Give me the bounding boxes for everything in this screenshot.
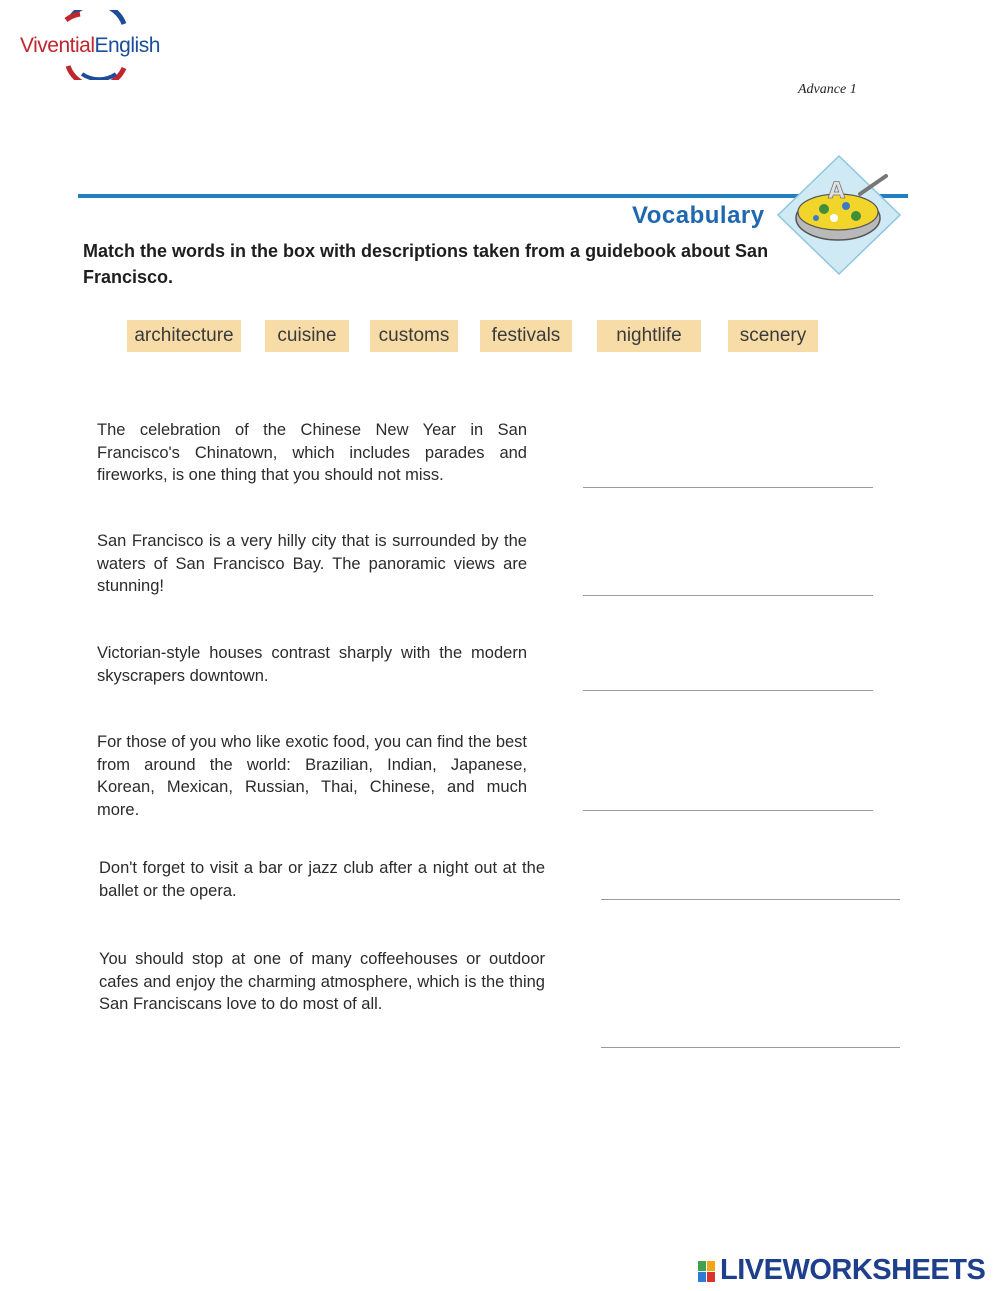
liveworksheets-footer — [698, 1254, 998, 1288]
word-chip-festivals: festivals — [480, 320, 572, 352]
word-chip-nightlife: nightlife — [597, 320, 701, 352]
item-4-answer-field[interactable] — [583, 810, 873, 811]
item-3-answer-field[interactable] — [583, 690, 873, 691]
item-2-description: San Francisco is a very hilly city that is surrounded by the waters of San Francisco Bay. The panoramic views are stunning! — [97, 532, 527, 595]
level-label: Advance 1 — [798, 82, 857, 97]
item-6-description: You should stop at one of many coffeehouses or outdoor cafes and enjoy the charming atmosphere, which is the thing San Franciscans love to do most of all. — [99, 950, 545, 1013]
item-5-description: Don't forget to visit a bar or jazz club after a night out at the ballet or the opera. — [99, 859, 545, 900]
word-chip-scenery: scenery — [728, 320, 818, 352]
logo-text: ViventialEnglish — [20, 34, 160, 57]
instructions: Match the words in the box with descriptions taken from a guidebook about San Francisco. — [83, 241, 769, 287]
vivential-english-logo — [20, 10, 190, 80]
section-title: Vocabulary — [632, 202, 765, 229]
word-chip-architecture: architecture — [127, 320, 241, 352]
item-4-description: For those of you who like exotic food, you can find the best from around the world: Brazilian, Indian, Japanese, Korean, Mexican, Russian, Thai, Chinese, and much more. — [97, 733, 527, 819]
item-2-answer-field[interactable] — [583, 595, 873, 596]
footer-text: LIVEWORKSHEETS — [720, 1254, 986, 1286]
word-chip-cuisine: cuisine — [265, 320, 349, 352]
item-6-answer-field[interactable] — [601, 1047, 900, 1048]
svg-text:A: A — [828, 179, 846, 204]
item-1-answer-field[interactable] — [583, 487, 873, 488]
word-chip-customs: customs — [370, 320, 458, 352]
liveworksheets-logo-icon — [698, 1261, 716, 1283]
item-3-description: Victorian-style houses contrast sharply with the modern skyscrapers downtown. — [97, 644, 527, 685]
item-5-answer-field[interactable] — [601, 899, 900, 900]
item-1-description: The celebration of the Chinese New Year in San Francisco's Chinatown, which includes parades and fireworks, is one thing that you should not miss. — [97, 421, 527, 484]
